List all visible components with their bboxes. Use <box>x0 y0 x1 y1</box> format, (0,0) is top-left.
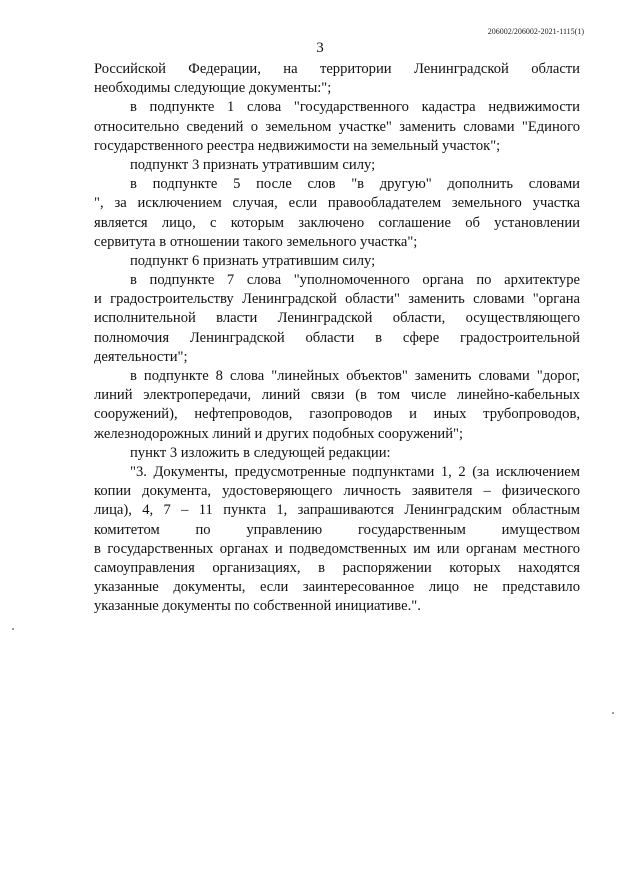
text-line: полномочия Ленинградской области в сфере градостроительной <box>94 329 580 346</box>
text-line: исполнительной власти Ленинградской области, осуществляющего <box>94 310 580 327</box>
text-line: "3. Документы, предусмотренные подпунктами 1, 2 (за исключением <box>130 463 580 480</box>
text-line: подпункт 3 признать утратившим силу; <box>130 156 376 173</box>
text-line: в подпункте 1 слова "государственного кадастра недвижимости <box>130 99 580 116</box>
text-line: пункт 3 изложить в следующей редакции: <box>130 444 391 461</box>
text-line: и градостроительству Ленинградской области" заменить словами "органа <box>94 291 580 308</box>
text-line: сервитута в отношении такого земельного участка"; <box>94 233 418 250</box>
text-line: необходимы следующие документы:"; <box>94 80 332 97</box>
text-line: самоуправления организациях, в распоряжении которых находятся <box>94 559 580 576</box>
text-line: в подпункте 8 слова "линейных объектов" заменить словами "дорог, <box>130 368 580 384</box>
text-line: линий электропередачи, линий связи (в том числе линейно-кабельных <box>94 387 580 404</box>
scan-speck <box>612 712 614 714</box>
document-body <box>94 60 580 616</box>
text-line: Российской Федерации, на территории Ленинградской области <box>94 61 580 77</box>
document-id: 206002/206002-2021-1115(1) <box>487 27 584 36</box>
text-line: указанные документы, если заинтересованное лицо не представило <box>94 579 580 596</box>
scan-speck <box>12 628 14 630</box>
text-line: относительно сведений о земельном участке" заменить словами "Единого <box>94 118 580 135</box>
text-line: лица), 4, 7 – 11 пункта 1, запрашиваются Ленинградским областным <box>94 502 580 519</box>
text-line: подпункт 6 признать утратившим силу; <box>130 252 376 269</box>
text-line: комитетом по управлению государственным имуществом <box>94 521 580 538</box>
text-line: копии документа, удостоверяющего личность заявителя – физического <box>94 483 580 500</box>
text-line: указанные документы по собственной инициативе.". <box>94 598 421 615</box>
page-number: 3 <box>316 40 324 56</box>
text-line: деятельности"; <box>94 348 188 365</box>
text-line: в государственных органах и подведомственных им или органам местного <box>94 540 580 557</box>
text-line: является лицо, с которым заключено соглашение об установлении <box>94 214 580 231</box>
text-line: в подпункте 7 слова "уполномоченного органа по архитектуре <box>130 272 580 289</box>
text-line: государственного реестра недвижимости на земельный участок"; <box>94 137 501 154</box>
text-line: сооружений), нефтепроводов, газопроводов и иных трубопроводов, <box>94 406 580 423</box>
text-line: в подпункте 5 после слов "в другую" дополнить словами <box>130 176 580 193</box>
text-line: ", за исключением случая, если правообладателем земельного участка <box>94 195 580 212</box>
text-line: железнодорожных линий и других подобных сооружений"; <box>94 425 464 442</box>
